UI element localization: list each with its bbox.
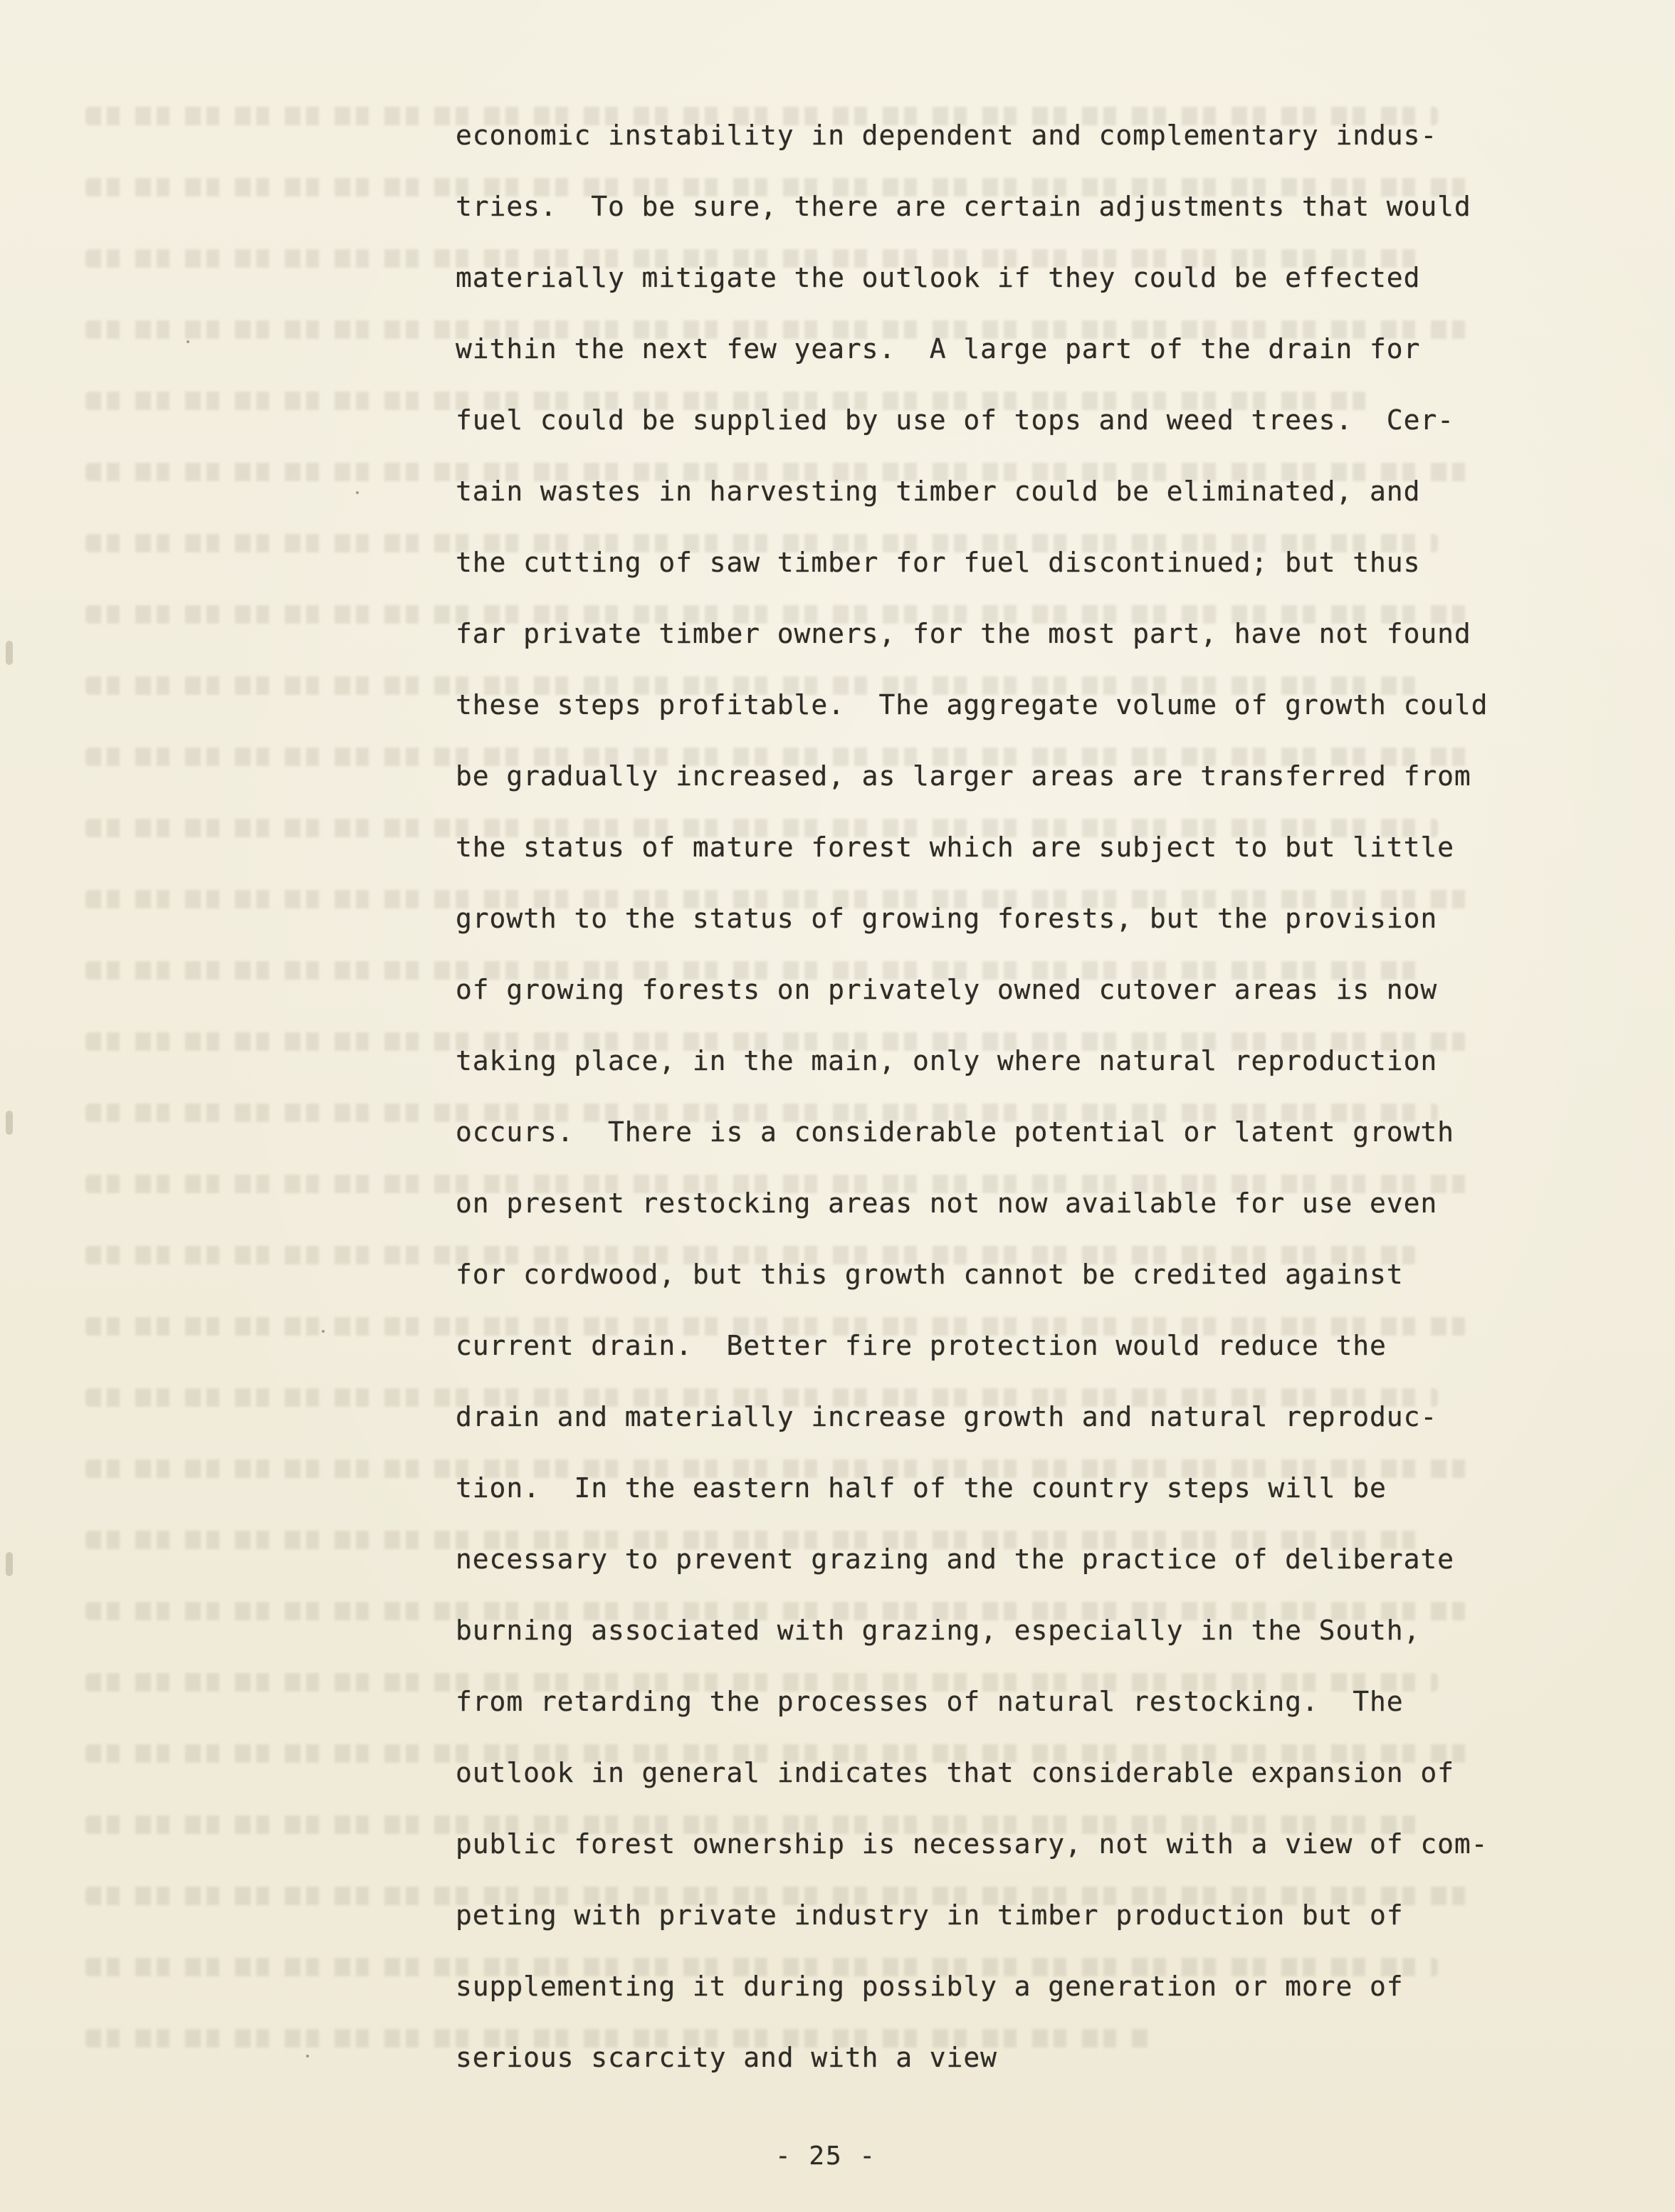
text-line: materially mitigate the outlook if they could be effected xyxy=(456,262,1421,293)
text-line: fuel could be supplied by use of tops and weed trees. Cer- xyxy=(456,404,1454,436)
text-line: supplementing it during possibly a generation or more of xyxy=(456,1971,1404,2002)
text-line: current drain. Better fire protection would reduce the xyxy=(456,1330,1387,1361)
text-line: for cordwood, but this growth cannot be credited against xyxy=(456,1259,1404,1290)
body-text xyxy=(456,120,1573,2113)
paper-speck xyxy=(322,1330,325,1333)
binding-mark xyxy=(6,1111,13,1135)
page-number: - 25 - xyxy=(775,2142,877,2171)
text-line: economic instability in dependent and complementary indus- xyxy=(456,120,1438,151)
binding-mark xyxy=(6,1552,13,1576)
text-line: public forest ownership is necessary, not with a view of com- xyxy=(456,1828,1488,1860)
text-line: serious scarcity and with a view xyxy=(456,2042,997,2073)
text-line: the cutting of saw timber for fuel discontinued; but thus xyxy=(456,547,1421,578)
text-line: tion. In the eastern half of the country steps will be xyxy=(456,1472,1387,1504)
paper-speck xyxy=(356,491,359,494)
text-line: burning associated with grazing, especially in the South, xyxy=(456,1615,1421,1646)
paper-speck xyxy=(187,340,189,343)
text-line: within the next few years. A large part of the drain for xyxy=(456,333,1421,365)
text-line: be gradually increased, as larger areas are transferred from xyxy=(456,760,1471,792)
text-line: from retarding the processes of natural restocking. The xyxy=(456,1686,1404,1717)
text-line: peting with private industry in timber production but of xyxy=(456,1899,1404,1931)
text-line: drain and materially increase growth and natural reproduc- xyxy=(456,1401,1438,1432)
text-line: far private timber owners, for the most part, have not found xyxy=(456,618,1471,649)
text-line: on present restocking areas not now available for use even xyxy=(456,1188,1438,1219)
text-line: of growing forests on privately owned cutover areas is now xyxy=(456,974,1438,1005)
text-line: necessary to prevent grazing and the practice of deliberate xyxy=(456,1543,1454,1575)
text-line: tries. To be sure, there are certain adjustments that would xyxy=(456,191,1471,222)
text-line: outlook in general indicates that considerable expansion of xyxy=(456,1757,1454,1788)
text-line: growth to the status of growing forests, but the provision xyxy=(456,903,1438,934)
text-line: taking place, in the main, only where natural reproduction xyxy=(456,1045,1438,1076)
text-line: tain wastes in harvesting timber could be eliminated, and xyxy=(456,476,1421,507)
paper-speck xyxy=(306,2055,309,2058)
text-line: occurs. There is a considerable potential or latent growth xyxy=(456,1116,1454,1148)
binding-mark xyxy=(6,641,13,665)
text-line: the status of mature forest which are subject to but little xyxy=(456,832,1454,863)
text-line: these steps profitable. The aggregate volume of growth could xyxy=(456,689,1488,720)
